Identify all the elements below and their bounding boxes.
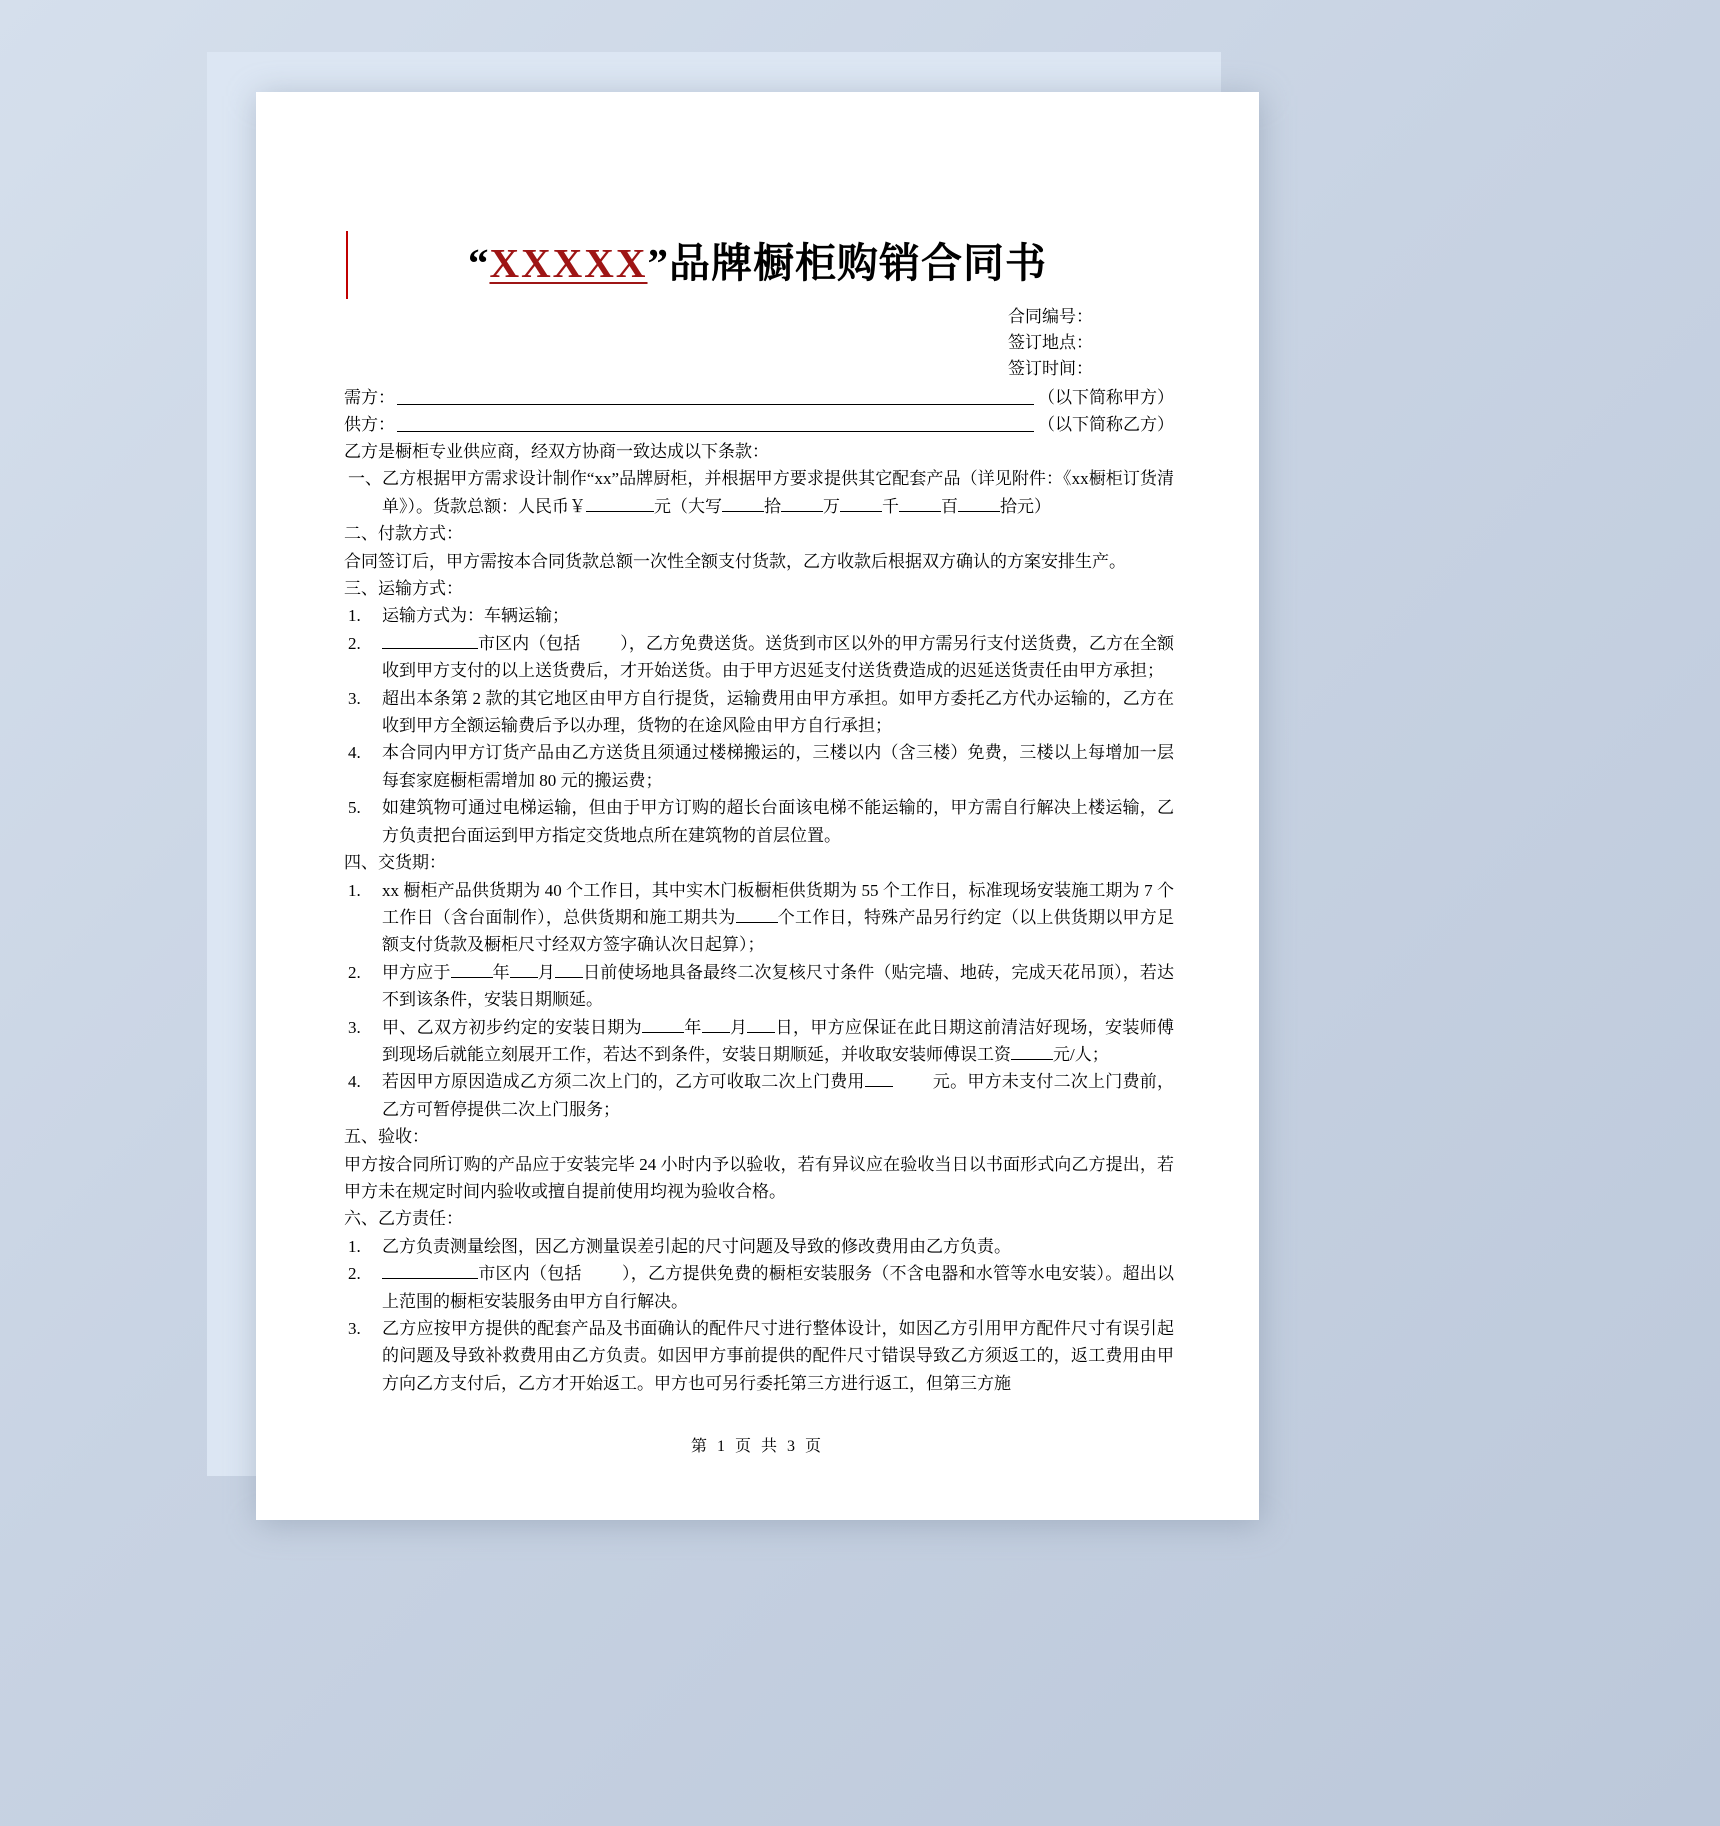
page-title bbox=[256, 230, 1259, 289]
install-day-blank[interactable] bbox=[747, 1032, 775, 1033]
s6-item2-post: ），乙方提供免费的橱柜安装服务（不含电器和水管等水电安装）。超出以上范围的橱柜安装服务由甲方自行解决。 bbox=[382, 1264, 1174, 1311]
install-month-blank[interactable] bbox=[702, 1032, 730, 1033]
sign-time-label: 签订时间： bbox=[1008, 359, 1093, 378]
item-number: 4. bbox=[348, 743, 361, 763]
section-1 bbox=[344, 465, 1174, 520]
section-5-body: 甲方按合同所订购的产品应于安装完毕 24 小时内予以验收，若有异议应在验收当日以书面形式向乙方提出，若甲方未在规定时间内验收或擅自提前使用均视为验收合格。 bbox=[344, 1154, 1174, 1201]
s4-item4-a: 若因甲方原因造成乙方须二次上门的，乙方可收取二次上门费用 bbox=[382, 1072, 865, 1092]
section-3-item-5 bbox=[344, 794, 1174, 849]
contract-meta-block bbox=[1008, 304, 1093, 382]
title-quote-open: “ bbox=[467, 240, 490, 286]
section-4-item-2 bbox=[344, 959, 1174, 1014]
workdays-blank[interactable] bbox=[736, 922, 778, 923]
month-blank[interactable] bbox=[510, 977, 538, 978]
seller-fill-rule[interactable] bbox=[397, 430, 1034, 432]
section-1-part-e: 万 bbox=[823, 496, 840, 516]
sign-place-label: 签订地点： bbox=[1008, 333, 1093, 352]
amount-blank-bai[interactable] bbox=[899, 511, 941, 512]
contract-number-label: 合同编号： bbox=[1008, 307, 1093, 326]
item-number: 3. bbox=[348, 1319, 361, 1338]
section-6-item-3 bbox=[344, 1315, 1174, 1397]
item-number: 2. bbox=[348, 1264, 361, 1284]
section-4-heading: 四、交货期： bbox=[344, 853, 446, 873]
title-main-text: 品牌橱柜购销合同书 bbox=[669, 240, 1048, 286]
seller-suffix: （以下简称乙方） bbox=[1038, 415, 1174, 434]
day-blank[interactable] bbox=[555, 977, 583, 978]
item-number: 1. bbox=[348, 1236, 361, 1256]
s4-item3-e: 元/人； bbox=[1053, 1044, 1109, 1064]
year-blank[interactable] bbox=[451, 977, 493, 978]
document-body bbox=[344, 384, 1174, 1397]
section-3-item-2 bbox=[344, 630, 1174, 685]
section-3-item-1 bbox=[344, 602, 1174, 629]
item-number: 2. bbox=[348, 962, 361, 982]
section-1-number: 一、 bbox=[348, 469, 382, 489]
item-text: 乙方应按甲方提供的配套产品及书面确认的配件尺寸进行整体设计，如因乙方引用甲方配件尺寸有误引起的问题及导致补救费用由乙方负责。如因甲方事前提供的配件尺寸错误导致乙方须返工的，返工费用由甲方向乙方支付后，乙方才开始返工。甲方也可另行委托第三方进行返工，但第三方施 bbox=[382, 1319, 1174, 1393]
item-number: 4. bbox=[348, 1072, 361, 1092]
title-brand-placeholder: XXXXX bbox=[489, 240, 648, 286]
buyer-suffix: （以下简称甲方） bbox=[1038, 388, 1174, 407]
s4-item2-day: 日前使场地具备最终二次复核尺寸条件（贴完墙、地砖，完成天花吊顶），若达不到该条件，安装日期顺延。 bbox=[382, 962, 1175, 1010]
section-6-item-2 bbox=[344, 1260, 1174, 1315]
item-number: 5. bbox=[348, 798, 361, 818]
s4-item3-year: 年 bbox=[684, 1017, 702, 1037]
item-2-mid: 市区内（包括 bbox=[478, 633, 581, 653]
page-footer: 第 1 页 共 3 页 bbox=[690, 1438, 824, 1455]
amount-blank-shi2[interactable] bbox=[958, 511, 1000, 512]
section-5-heading: 五、验收： bbox=[344, 1127, 429, 1147]
item-text bbox=[382, 959, 1174, 1014]
s4-item2-month: 月 bbox=[537, 962, 556, 982]
item-number: 3. bbox=[348, 688, 361, 708]
item-text: 超出本条第 2 款的其它地区由甲方自行提货，运输费用由甲方承担。如甲方委托乙方代办运输的，乙方在收到甲方全额运输费后予以办理，货物的在途风险由甲方自行承担； bbox=[382, 688, 1174, 736]
section-1-part-f: 千 bbox=[882, 496, 899, 516]
item-text bbox=[382, 630, 1174, 685]
item-text bbox=[382, 877, 1174, 959]
seller-party-row bbox=[344, 411, 1174, 438]
section-4-item-4 bbox=[344, 1068, 1174, 1123]
item-number: 1. bbox=[348, 606, 361, 626]
item-text: 如建筑物可通过电梯运输，但由于甲方订购的超长台面该电梯不能运输的，甲方需自行解决上楼运输，乙方负责把台面运到甲方指定交货地点所在建筑物的首层位置。 bbox=[382, 798, 1174, 845]
s4-item1-b: 个工作日，特殊产品另行约定（以上供货期以甲方足额支付货款及橱柜尺寸经双方签字确认次日起算）； bbox=[382, 907, 1175, 955]
section-1-part-a: 乙方根据甲方需求设计制作“xx”品牌厨柜，并根据甲方要求提供其它配套产品（详见附件：《xx bbox=[382, 469, 1089, 489]
section-3-item-4 bbox=[344, 739, 1174, 794]
item-number: 2. bbox=[348, 633, 361, 653]
section-6-heading: 六、乙方责任： bbox=[344, 1209, 463, 1229]
item-number: 1. bbox=[348, 880, 361, 900]
s4-item3-a: 甲、乙双方初步约定的安装日期为 bbox=[382, 1017, 642, 1037]
item-text bbox=[382, 1014, 1174, 1069]
section-3-item-3 bbox=[344, 685, 1174, 740]
amount-blank-wan[interactable] bbox=[781, 511, 823, 512]
wage-blank[interactable] bbox=[1011, 1059, 1053, 1060]
item-text: 乙方负责测量绘图，因乙方测量误差引起的尺寸问题及导致的修改费用由乙方负责。 bbox=[382, 1236, 1011, 1256]
s4-item2-a: 甲方应于 bbox=[382, 962, 451, 982]
section-1-text bbox=[382, 465, 1174, 520]
amount-blank-qian[interactable] bbox=[840, 511, 882, 512]
section-2-body: 合同签订后，甲方需按本合同货款总额一次性全额支付货款，乙方收款后根据双方确认的方案安排生产。 bbox=[344, 551, 1126, 571]
install-city-blank[interactable] bbox=[382, 1278, 478, 1279]
section-1-part-d: 拾 bbox=[764, 496, 781, 516]
amount-blank[interactable] bbox=[586, 511, 654, 512]
city-blank[interactable] bbox=[382, 648, 478, 649]
seller-label: 供方： bbox=[344, 415, 395, 434]
s4-item2-year: 年 bbox=[492, 962, 510, 982]
buyer-party-row bbox=[344, 384, 1174, 411]
section-6-item-1 bbox=[344, 1233, 1174, 1260]
section-2-heading: 二、付款方式： bbox=[344, 524, 463, 544]
section-1-part-g: 百 bbox=[941, 496, 958, 516]
item-2-post: ），乙方免费送货。送货到市区以外的甲方需另行支付送货费，乙方在全额收到甲方支付的以上送货费后，才开始送货。由于甲方迟延支付送货费造成的迟延送货责任由甲方承担； bbox=[382, 633, 1175, 681]
buyer-fill-rule[interactable] bbox=[397, 403, 1034, 405]
s4-item4-b: 元。甲方未支付二次上门费前，乙方可暂停提供二次上门服务； bbox=[382, 1072, 1175, 1119]
preamble-paragraph: 乙方是橱柜专业供应商，经双方协商一致达成以下条款： bbox=[344, 442, 769, 461]
title-quote-close: ” bbox=[647, 240, 670, 286]
revisit-fee-blank[interactable] bbox=[865, 1086, 893, 1087]
s4-item3-month: 月 bbox=[729, 1017, 748, 1037]
section-3-heading: 三、运输方式： bbox=[344, 579, 463, 599]
section-4-item-1 bbox=[344, 877, 1174, 959]
s4-item3-day: 日，甲方应保证在此日期这前清洁好现场，安装师傅到现场后就能立刻展开工作，若达不到条件，安装日期顺延，并收取安装师傅误工资 bbox=[382, 1017, 1175, 1064]
amount-blank-shi[interactable] bbox=[722, 511, 764, 512]
section-1-part-c: 元（大写 bbox=[654, 496, 722, 516]
item-text: 本合同内甲方订货产品由乙方送货且须通过楼梯搬运的，三楼以内（含三楼）免费，三楼以上每增加一层每套家庭橱柜需增加 80 元的搬运费； bbox=[382, 743, 1174, 790]
section-1-part-b: 橱柜订货清单》）。货款总额：人民币￥ bbox=[382, 469, 1175, 516]
s4-item1-a: xx 橱柜产品供货期为 40 个工作日，其中实木门板橱柜供货期为 55 个工作日，标准现场安装施工期为 7 个工作日（含台面制作），总供货期和施工期共为 bbox=[382, 880, 1174, 927]
section-4-item-3 bbox=[344, 1014, 1174, 1069]
s6-item2-mid: 市区内（包括 bbox=[478, 1264, 582, 1284]
install-year-blank[interactable] bbox=[642, 1032, 684, 1033]
section-1-part-h: 拾 bbox=[1000, 496, 1017, 516]
document-page bbox=[256, 92, 1259, 1520]
section-1-part-i: 元） bbox=[1017, 496, 1051, 516]
item-text bbox=[382, 1260, 1174, 1315]
buyer-label: 需方： bbox=[344, 388, 395, 407]
item-text bbox=[382, 1068, 1174, 1123]
item-number: 3. bbox=[348, 1017, 361, 1037]
item-text: 运输方式为：车辆运输； bbox=[382, 606, 569, 626]
